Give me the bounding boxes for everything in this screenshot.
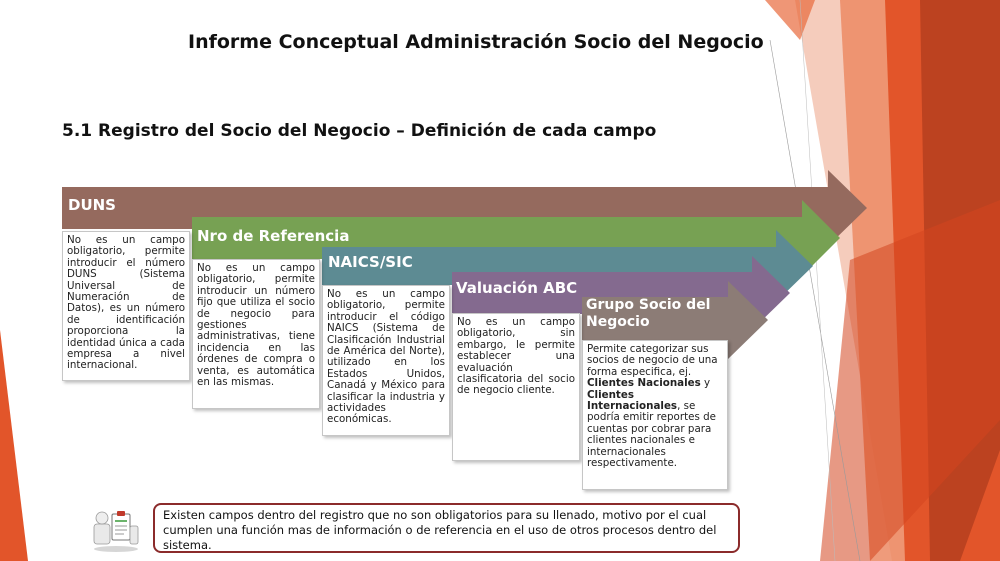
slide-title: Informe Conceptual Administración Socio del Negocio	[188, 31, 764, 53]
grupo-desc-bold-internacionales: Clientes Internacionales	[587, 388, 678, 413]
info-note-text: Existen campos dentro del registro que no son obligatorios para su llenado, motivo por el cual cumplen una función mas de información o de referencia en el uso de otros procesos dentro del sistema.	[163, 508, 717, 552]
section-subtitle: 5.1 Registro del Socio del Negocio – Definición de cada campo	[62, 121, 657, 141]
field-card-abc	[452, 313, 580, 461]
person-clipboard-icon	[88, 506, 144, 552]
field-card-nro	[192, 259, 320, 409]
field-header-naics: NAICS/SIC	[328, 253, 413, 271]
field-card-duns	[62, 231, 190, 381]
field-description-duns: No es un campo obligatorio, permite introducir el número DUNS (Sistema Universal de Numeración de Datos), es un número de identificación proporciona la identidad única a cada empresa a nivel internacional.	[67, 234, 185, 372]
field-header-nro: Nro de Referencia	[197, 227, 350, 245]
grupo-desc-part-2: y	[700, 377, 711, 390]
grupo-desc-part-3: , se podría emitir reportes de cuentas por cobrar para clientes nacionales e internacionales respectivamente.	[587, 400, 716, 470]
field-header-duns: DUNS	[68, 196, 116, 214]
info-note	[153, 503, 740, 553]
grupo-desc-bold-nacionales: Clientes Nacionales	[587, 377, 701, 390]
grupo-desc-part-1: Permite categorizar sus socios de negocio de una forma especifica, ej.	[587, 343, 718, 378]
field-description-nro: No es un campo obligatorio, permite introducir un número fijo que utiliza el socio de negocio para gestiones administrativas, tiene incidencia en las órdenes de compra o venta, es automática en las mismas.	[197, 262, 315, 389]
field-header-abc: Valuación ABC	[456, 279, 578, 297]
field-header-grupo: Grupo Socio del Negocio	[586, 297, 711, 330]
field-card-naics	[322, 285, 450, 436]
field-description-abc: No es un campo obligatorio, sin embargo, le permite establecer una evaluación clasificatoria del socio de negocio cliente.	[457, 316, 575, 397]
field-description-naics: No es un campo obligatorio, permite introducir el código NAICS (Sistema de Clasificación Industrial de América del Norte), utilizado en los Estados Unidos, Canadá y México para clasificar la industria y actividades económicas.	[327, 288, 445, 426]
field-card-grupo	[582, 340, 728, 490]
